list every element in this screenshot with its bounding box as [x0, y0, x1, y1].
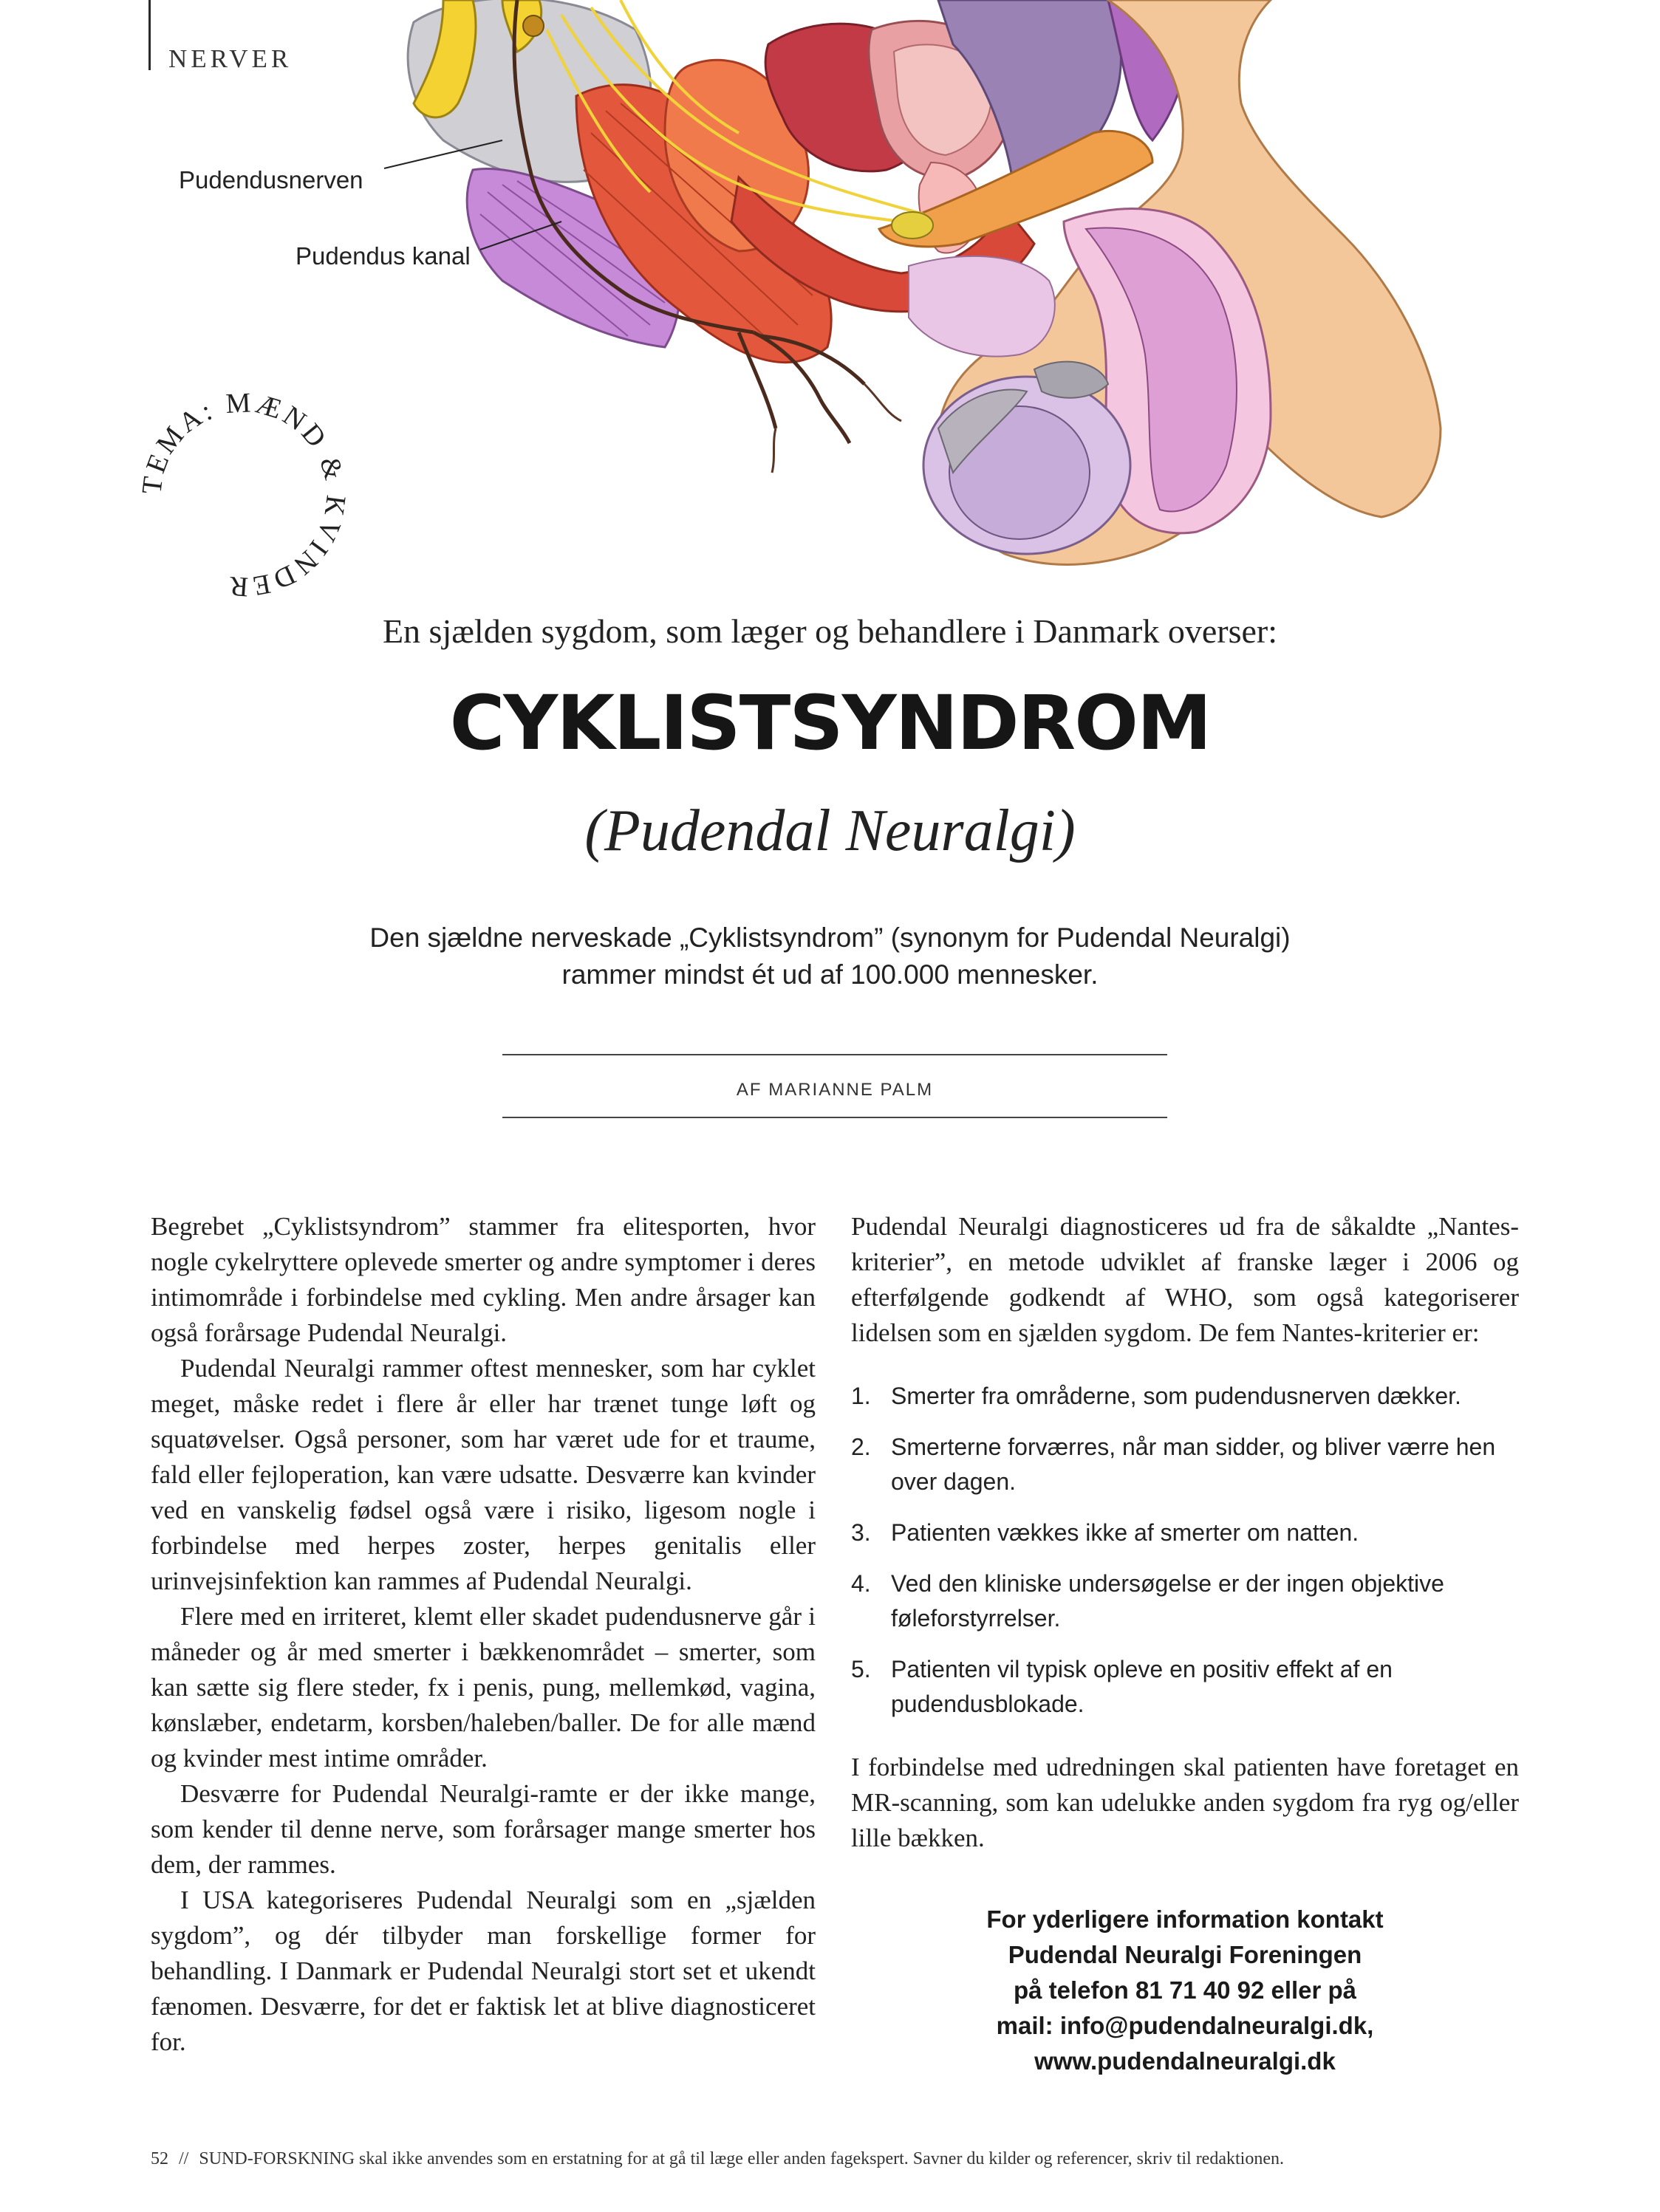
- body-paragraph: Begrebet „Cyklistsyndrom” stammer fra elitesporten, hvor nogle cykelryttere oplevede smerter og andre symptomer i deres intimområde i forbindelse med cykling. Men andre årsager kan også forårsage Pudendal Neuralgi.: [151, 1212, 816, 1347]
- contact-line: For yderligere information kontakt: [986, 1905, 1384, 1933]
- body-paragraph: Pudendal Neuralgi rammer oftest mennesker, som har cyklet meget, måske redet i flere år eller har trænet tunge løft og squatøvelser. Også personer, som har været ude for et traume, fald eller fejloperation, kan være udsatte. Desværre kan kvinder ved en vanskelig fødsel også være i risiko, ligesom nogle i forbindelse med herpes zoster, herpes genitalis eller urinvejsinfektion kan rammes af Pudendal Neuralgi.: [151, 1354, 816, 1595]
- byline-bottom-rule: [502, 1117, 1167, 1118]
- theme-badge-text: TEMA: MÆND & KVINDER: [136, 387, 352, 603]
- list-number: 4.: [851, 1570, 871, 1597]
- body-paragraph: Desværre for Pudendal Neuralgi-ramte er der ikke mange, som kender til denne nerve, som forårsager mange smerter hos dem, der rammes.: [151, 1779, 816, 1879]
- list-item: [851, 1379, 1519, 1414]
- article-lede: [0, 920, 1660, 993]
- list-number: 2.: [851, 1434, 871, 1460]
- left-column: [151, 1209, 816, 2060]
- list-text: Ved den kliniske undersøgelse er der ingen objektive føleforstyrrelser.: [891, 1570, 1444, 1631]
- right-column: [851, 1209, 1519, 1856]
- list-text: Smerterne forværres, når man sidder, og bliver værre hen over dagen.: [891, 1434, 1496, 1495]
- footer-separator: //: [179, 2149, 189, 2168]
- contact-email[interactable]: mail: info@pudendalneuralgi.dk,: [996, 2012, 1374, 2039]
- contact-phone: på telefon 81 71 40 92 eller på: [1013, 1976, 1357, 2004]
- list-text: Patienten vil typisk opleve en positiv effekt af en pudendusblokade.: [891, 1656, 1393, 1717]
- label-pudendal-nerve: Pudendusnerven: [179, 166, 363, 194]
- byline: AF MARIANNE PALM: [736, 1080, 934, 1100]
- contact-line: Pudendal Neuralgi Foreningen: [1008, 1941, 1362, 1968]
- lede-line: Den sjældne nerveskade „Cyklistsyndrom” (synonym for Pudendal Neuralgi): [369, 922, 1291, 953]
- contact-website[interactable]: www.pudendalneuralgi.dk: [1034, 2047, 1336, 2075]
- body-paragraph: I forbindelse med udredningen skal patienten have foretaget en MR-scanning, som kan udelukke anden sygdom fra ryg og/eller lille bækken.: [851, 1753, 1519, 1852]
- article-kicker: En sjælden sygdom, som læger og behandlere i Danmark overser:: [382, 612, 1278, 650]
- theme-badge: [133, 384, 355, 606]
- list-item: [851, 1430, 1519, 1499]
- list-item: [851, 1566, 1519, 1636]
- lede-line: rammer mindst ét ud af 100.000 mennesker.: [561, 959, 1099, 990]
- list-text: Patienten vækkes ikke af smerter om natten.: [891, 1519, 1359, 1546]
- section-label: NERVER: [168, 44, 293, 73]
- article-title: CYKLISTSYNDROM: [449, 679, 1211, 767]
- list-item: [851, 1652, 1519, 1722]
- body-paragraph: Pudendal Neuralgi diagnosticeres ud fra de såkaldte „Nantes-kriterier”, en metode udviklet af franske læger i 2006 og efterfølgende godkendt af WHO, som også kategoriserer lidelsen som en sjælden sygdom. De fem Nantes-kriterier er:: [851, 1212, 1519, 1347]
- body-paragraph: Flere med en irriteret, klemt eller skadet pudendusnerve går i måneder og år med smerter i bækkenområdet – smerter, som kan sætte sig flere steder, fx i penis, pung, mellemkød, vagina, kønslæber, endetarm, korsben/haleben/baller. De for alle mænd og kvinder mest intime områder.: [151, 1602, 816, 1773]
- page-number: 52: [151, 2149, 168, 2168]
- nantes-criteria-list: [851, 1379, 1519, 1722]
- list-number: 3.: [851, 1519, 871, 1546]
- list-text: Smerter fra områderne, som pudendusnerven dækker.: [891, 1383, 1461, 1409]
- body-paragraph: I USA kategoriseres Pudendal Neuralgi som en „sjælden sygdom”, og dér tilbyder man forskellige former for behandling. I Danmark er Pudendal Neuralgi stort set et ukendt fænomen. Desværre, for det er faktisk let at blive diagnosticeret for.: [151, 1886, 816, 2056]
- list-number: 5.: [851, 1656, 871, 1682]
- byline-top-rule: [502, 1054, 1167, 1055]
- contact-box: [851, 1902, 1519, 2079]
- page-footer: [151, 2149, 1284, 2169]
- article-subtitle: (Pudendal Neuralgi): [584, 798, 1076, 863]
- list-item: [851, 1516, 1519, 1550]
- label-pudendal-canal: Pudendus kanal: [296, 242, 471, 270]
- footer-disclaimer: SUND-FORSKNING skal ikke anvendes som en erstatning for at gå til læge eller anden fagekspert. Savner du kilder og referencer, skriv til redaktionen.: [199, 2149, 1284, 2168]
- list-number: 1.: [851, 1383, 871, 1409]
